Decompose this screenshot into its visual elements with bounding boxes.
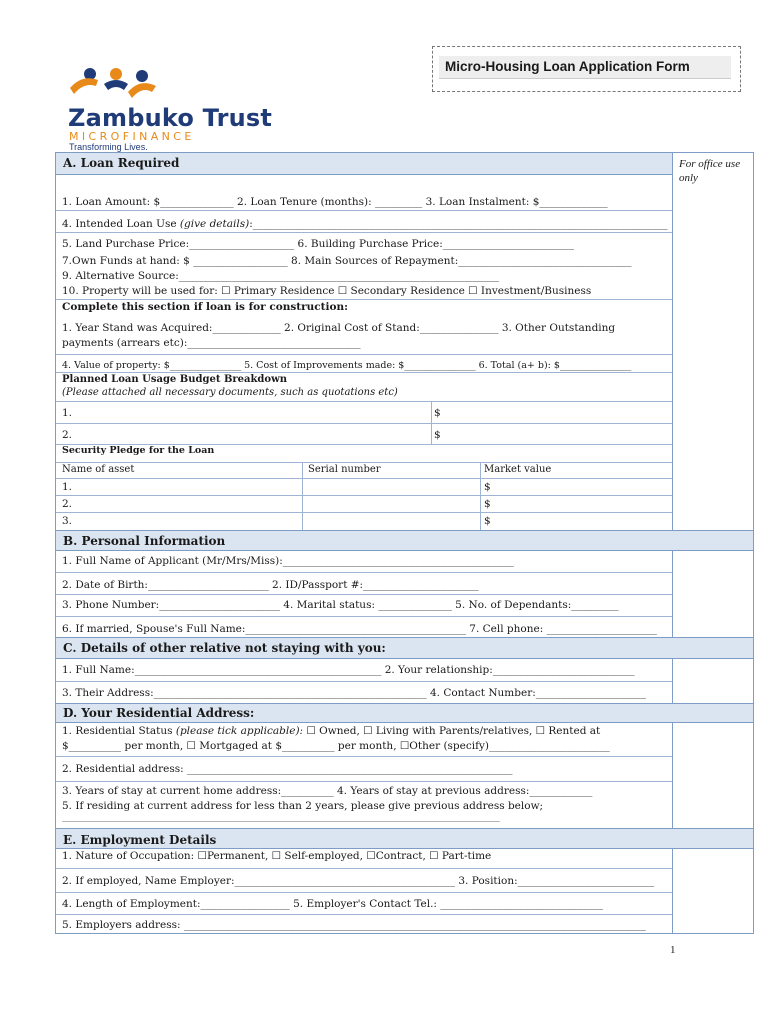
security-row-3[interactable]: 3. [62, 515, 73, 527]
applicant-name-row[interactable]: 1. Full Name of Applicant (Mr/Mrs/Miss):____________________________________________ [56, 551, 672, 573]
spouse-row[interactable]: 6. If married, Spouse's Full Name:__________________________________________ 7. Cell phone: _____________________ [62, 623, 657, 635]
application-form [55, 152, 754, 934]
security-value-2[interactable]: $ [484, 498, 491, 510]
section-c-heading: C. Details of other relative not staying with you: [56, 637, 753, 659]
section-a-heading: A. Loan Required [56, 153, 672, 175]
section-b-heading: B. Personal Information [56, 530, 753, 551]
residential-status-row[interactable]: 1. Residential Status (please tick applicable): ☐ Owned, ☐ Living with Parents/relatives, ☐ Rented at $__________ per month, ☐ Mortgaged at $__________ per month, ☐Other (specify)_______________________ [56, 723, 672, 757]
section-e-heading: E. Employment Details [56, 828, 753, 849]
security-col-serial: Serial number [308, 464, 381, 475]
logo-tagline: Transforming Lives. [69, 142, 148, 152]
page-number: 1 [670, 944, 676, 956]
residential-address-row[interactable]: 2. Residential address: ______________________________________________________________ [56, 757, 672, 782]
phone-marital-row[interactable]: 3. Phone Number:_______________________ 4. Marital status: ______________ 5. No. of Dependants:_________ [56, 595, 672, 617]
relative-name-row[interactable]: 1. Full Name:_______________________________________________ 2. Your relationship:___________________________ [56, 659, 672, 682]
own-funds-row[interactable]: 7.Own Funds at hand: $ __________________ 8. Main Sources of Repayment:_________________________________ [62, 255, 632, 267]
employment-length-row[interactable]: 4. Length of Employment:_________________ 5. Employer's Contact Tel.: _______________________________ [56, 893, 672, 915]
security-value-3[interactable]: $ [484, 515, 491, 527]
alternative-source-row[interactable]: 9. Alternative Source:_____________________________________________________________ [62, 270, 500, 282]
form-title: Micro-Housing Loan Application Form [439, 56, 731, 79]
security-col-asset: Name of asset [62, 464, 135, 475]
land-price-row[interactable]: 5. Land Purchase Price:____________________ 6. Building Purchase Price:_________________________ [62, 238, 574, 250]
loan-amount-row[interactable]: 1. Loan Amount: $______________ 2. Loan Tenure (months): _________ 3. Loan Instalment: $_____________ [56, 193, 672, 211]
budget-item-1[interactable]: 1. [62, 407, 73, 419]
zambuko-logo [68, 66, 328, 152]
security-row-1[interactable]: 1. [62, 481, 73, 493]
employer-row[interactable]: 2. If employed, Name Employer:__________________________________________ 3. Position:__________________________ [56, 869, 672, 893]
security-heading: Security Pledge for the Loan [62, 445, 215, 456]
section-d-heading: D. Your Residential Address: [56, 703, 753, 723]
construction-row-1[interactable]: 1. Year Stand was Acquired:_____________ 2. Original Cost of Stand:_______________ 3. Other Outstanding payments (arrears etc):_________________________________ [56, 319, 672, 355]
years-of-stay-row[interactable]: 3. Years of stay at current home address:__________ 4. Years of stay at previous address:____________ 5. If residing at current address for less than 2 years, please give previous address below; _______________________________________________________________________________________________________ [62, 785, 593, 823]
budget-heading: Planned Loan Usage Budget Breakdown (Please attached all necessary documents, such as quotations etc) [62, 374, 398, 398]
security-value-1[interactable]: $ [484, 481, 491, 493]
security-col-value: Market value [484, 464, 552, 475]
relative-address-row[interactable]: 3. Their Address:____________________________________________________ 4. Contact Number:_____________________ [62, 687, 647, 699]
budget-item-2[interactable]: 2. [62, 429, 73, 441]
office-use-label: For office use only [679, 158, 741, 184]
budget-amount-1[interactable]: $ [434, 407, 441, 419]
property-use-row[interactable]: 10. Property will be used for: ☐ Primary Residence ☐ Secondary Residence ☐ Investment/Business [56, 284, 672, 300]
logo-name: Zambuko Trust [68, 104, 273, 132]
form-title-box [432, 46, 741, 92]
intended-use-row[interactable]: 4. Intended Loan Use (give details):_______________________________________________________________________________ [56, 215, 672, 233]
employer-address-row[interactable]: 5. Employers address: ________________________________________________________________________________________ [62, 919, 646, 931]
people-logo-icon [68, 66, 158, 106]
occupation-row[interactable]: 1. Nature of Occupation: ☐Permanent, ☐ Self-employed, ☐Contract, ☐ Part-time [56, 849, 672, 869]
logo-subtitle: MICROFINANCE [69, 130, 195, 143]
construction-heading: Complete this section if loan is for construction: [62, 301, 349, 313]
property-value-row[interactable]: 4. Value of property: $_______________ 5. Cost of Improvements made: $_______________ 6. Total (a+ b): $_______________ [56, 355, 672, 373]
budget-amount-2[interactable]: $ [434, 429, 441, 441]
security-row-2[interactable]: 2. [62, 498, 73, 510]
birth-id-row[interactable]: 2. Date of Birth:_______________________ 2. ID/Passport #:______________________ [56, 573, 672, 595]
